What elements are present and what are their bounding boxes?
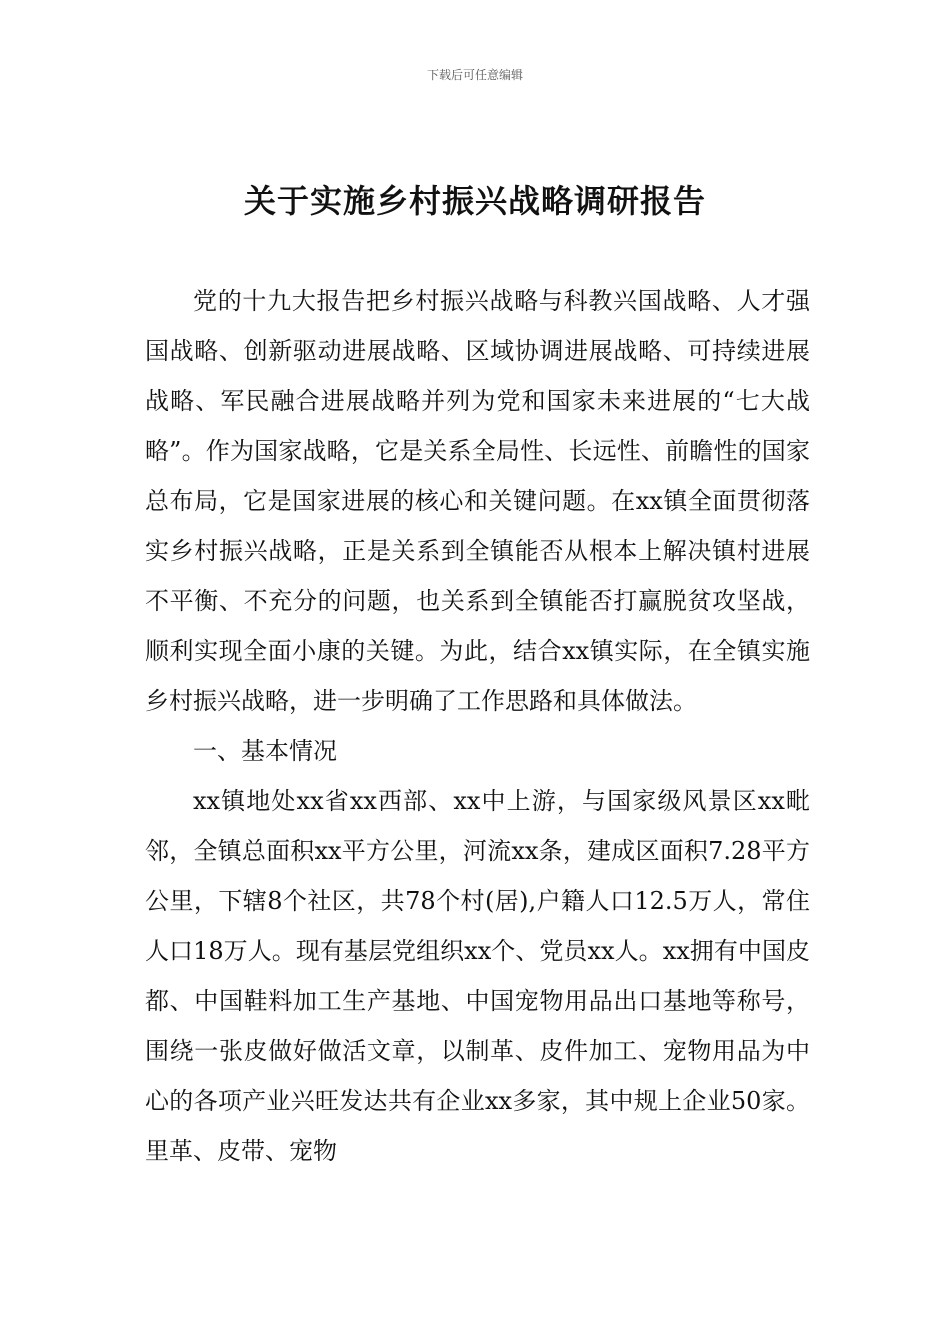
paragraph-basic-situation: xx镇地处xx省xx西部、xx中上游，与国家级风景区xx毗邻，全镇总面积xx平方公里，河流xx条，建成区面积7.28平方公里，下辖8个社区，共78个村(居),户籍人口12.5万人，常住人口18万人。现有基层党组织xx个、党员xx人。xx拥有中国皮都、中国鞋料加工生产基地、中国宠物用品出口基地等称号，围绕一张皮做好做活文章，以制革、皮件加工、宠物用品为中心的各项产业兴旺发达共有企业xx多家，其中规上企业50家。里革、皮带、宠物 xyxy=(145,787,810,1165)
paragraph-intro: 党的十九大报告把乡村振兴战略与科教兴国战略、人才强国战略、创新驱动进展战略、区域协调进展战略、可持续进展战略、军民融合进展战略并列为党和国家未来进展的“七大战略”。作为国家战略，它是关系全局性、长远性、前瞻性的国家总布局，它是国家进展的核心和关键问题。在xx镇全面贯彻落实乡村振兴战略，正是关系到全镇能否从根本上解决镇村进展不平衡、不充分的问题，也关系到全镇能否打赢脱贫攻坚战，顺利实现全面小康的关键。为此，结合xx镇实际，在全镇实施乡村振兴战略，进一步明确了工作思路和具体做法。 xyxy=(145,287,810,715)
header-note: 下载后可任意编辑 xyxy=(426,68,523,82)
document-body xyxy=(145,276,810,1176)
page-title: 关于实施乡村振兴战略调研报告 xyxy=(243,182,706,220)
section-heading-basic-situation: 一、基本情况 xyxy=(193,737,337,765)
